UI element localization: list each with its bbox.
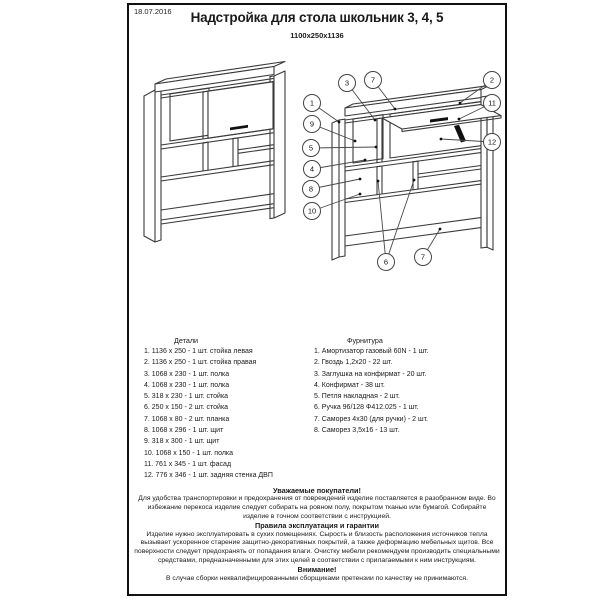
callout-7-bottom xyxy=(415,249,432,266)
parts-list xyxy=(144,335,314,482)
parts-list-item: 6. 250 x 150 - 2 шт. стойка xyxy=(144,404,229,412)
callout-1 xyxy=(304,95,321,112)
attention-heading: Внимание! xyxy=(297,565,337,575)
callout-9 xyxy=(304,116,321,133)
parts-list-item: 12. 776 x 346 - 1 шт. задняя стенка ДВП xyxy=(144,472,273,480)
parts-list-item: 5. 318 x 230 - 1 шт. стойка xyxy=(144,393,229,401)
assembly-drawings xyxy=(129,50,507,285)
parts-list-item: 3. 1068 x 230 - 1 шт. полка xyxy=(144,370,230,378)
annotated-exploded-view xyxy=(332,86,501,260)
hardware-list-title: Фурнитура xyxy=(347,336,383,345)
svg-text:6: 6 xyxy=(383,257,389,267)
parts-list-item: 1. 1136 x 250 - 1 шт. стойка левая xyxy=(144,348,253,355)
hardware-list xyxy=(314,335,499,482)
rules-text: Изделие нужно эксплуатировать в сухих помещениях. Сырость и близость расположения источников тепла вызывает ускоренное старение защитно-декоративных покрытий, а также деформацию мебельных щитов. Все поверхности следует предохранять от попадания влаги. Очистку мебели рекомендуем производить специальными средствами, предназначенными для этих целей в соответствии с прилагаемыми к ним инструкциям. xyxy=(134,530,500,564)
callout-11 xyxy=(484,95,501,112)
product-dimensions: 1100x250x1136 xyxy=(290,31,344,40)
parts-list-title: Детали xyxy=(174,336,199,345)
hardware-list-item: 7. Саморез 4x30 (для ручки) - 2 шт. xyxy=(314,415,428,423)
svg-text:3: 3 xyxy=(344,78,350,88)
callout-2 xyxy=(484,72,501,89)
parts-list-item: 8. 1068 x 296 - 1 шт. щит xyxy=(144,427,224,435)
hardware-list-item: 2. Гвоздь 1,2x20 - 22 шт. xyxy=(314,359,393,367)
callout-10 xyxy=(304,203,321,220)
svg-text:1: 1 xyxy=(309,98,315,108)
attention-text: В случае сборки неквалифицированными сборщиками претензии по качеству не принимаются. xyxy=(166,574,468,582)
hardware-list-item: 6. Ручка 96/128 Ф412.025 - 1 шт. xyxy=(314,404,419,412)
hardware-list-item: 5. Петля накладная - 2 шт. xyxy=(314,393,400,401)
parts-list-item: 4. 1068 x 230 - 1 шт. полка xyxy=(144,381,230,389)
callout-12 xyxy=(484,134,501,151)
callout-4 xyxy=(304,161,321,178)
svg-text:4: 4 xyxy=(309,164,315,174)
customers-text: Для удобства транспортировки и предохранения от повреждений изделие поставляется в разобранном виде. Во избежание перекоса изделие следует собирать на ровном полу, покрытом тканью или бумагой. Собирайте изделие в точном соответствии с инструкцией. xyxy=(138,495,496,520)
parts-list-item: 7. 1068 x 80 - 2 шт. планка xyxy=(144,415,230,423)
svg-text:7: 7 xyxy=(420,252,426,262)
svg-text:5: 5 xyxy=(308,143,314,153)
svg-text:8: 8 xyxy=(308,184,314,194)
parts-list-item: 10. 1068 x 150 - 1 шт. полка xyxy=(144,449,234,457)
callout-6 xyxy=(378,254,395,271)
hardware-list-item: 8. Саморез 3,5x16 - 13 шт. xyxy=(314,427,400,435)
callout-7-top xyxy=(365,72,382,89)
callout-8 xyxy=(303,181,320,198)
svg-text:2: 2 xyxy=(489,75,495,85)
svg-text:7: 7 xyxy=(370,75,376,85)
parts-list-item: 11. 761 x 345 - 1 шт. фасад xyxy=(144,460,232,468)
svg-text:11: 11 xyxy=(488,98,496,108)
document-date: 18.07.2016 xyxy=(134,7,172,16)
hardware-list-items xyxy=(314,346,499,436)
svg-text:12: 12 xyxy=(487,137,497,147)
callout-5 xyxy=(303,140,320,157)
parts-list-items xyxy=(144,346,314,482)
parts-list-item: 2. 1136 x 250 - 1 шт. стойка правая xyxy=(144,359,257,367)
hardware-list-item: 4. Конфирмат - 38 шт. xyxy=(314,381,385,389)
parts-list-item: 9. 318 x 300 - 1 шт. щит xyxy=(144,438,220,446)
rules-heading: Правила эксплуатация и гарантии xyxy=(254,521,380,531)
parts-and-hardware-lists xyxy=(144,335,499,482)
customers-heading: Уважаемые покупатели! xyxy=(273,486,361,495)
callout-3 xyxy=(339,75,356,92)
hardware-list-item: 1. Амортизатор газовый 60N - 1 шт. xyxy=(314,348,429,355)
svg-text:9: 9 xyxy=(309,119,315,129)
hardware-list-item: 3. Заглушка на конфирмат - 20 шт. xyxy=(314,370,427,378)
left-isometric-view xyxy=(144,62,285,243)
svg-text:10: 10 xyxy=(307,206,317,216)
notices-section xyxy=(134,486,500,583)
instruction-sheet xyxy=(127,3,507,596)
page-title: Надстройка для стола школьник 3, 4, 5 xyxy=(190,10,444,25)
